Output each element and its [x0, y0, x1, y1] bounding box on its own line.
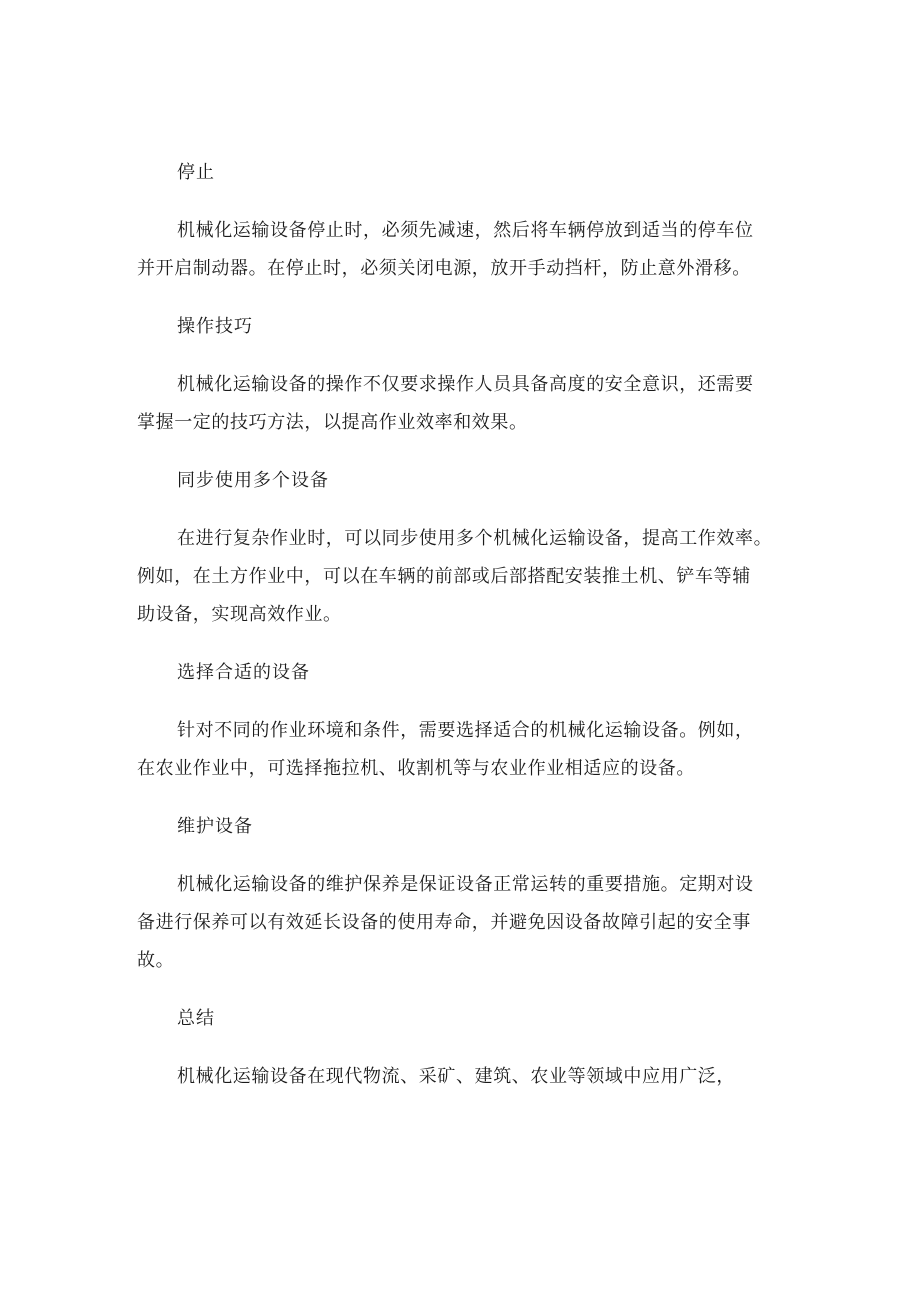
section-heading-operation-skills: 操作技巧: [177, 316, 253, 337]
paragraph-line: 掌握一定的技巧方法，以提高作业效率和效果。: [137, 412, 528, 433]
paragraph-line: 助设备，实现高效作业。: [137, 604, 342, 625]
section-heading-choose-device: 选择合适的设备: [177, 662, 310, 683]
paragraph-line: 机械化运输设备的操作不仅要求操作人员具备高度的安全意识，还需要: [177, 374, 754, 395]
paragraph-line: 机械化运输设备的维护保养是保证设备正常运转的重要措施。定期对设: [177, 874, 754, 895]
section-paragraph-choose-device: [137, 712, 797, 788]
paragraph-line: 机械化运输设备在现代物流、采矿、建筑、农业等领域中应用广泛，: [177, 1066, 735, 1087]
section-heading-maintenance: 维护设备: [177, 816, 253, 837]
paragraph-line: 机械化运输设备停止时，必须先减速，然后将车辆停放到适当的停车位: [177, 220, 754, 241]
document-body: [137, 154, 797, 1116]
section-heading-stop: 停止: [177, 162, 215, 183]
paragraph-line: 在农业作业中，可选择拖拉机、收割机等与农业作业相适应的设备。: [137, 758, 695, 779]
section-paragraph-maintenance: [137, 866, 797, 980]
section-paragraph-stop: [137, 212, 797, 288]
section-heading-multiple-devices: 同步使用多个设备: [177, 470, 329, 491]
section-paragraph-multiple-devices: [137, 520, 797, 634]
paragraph-line: 针对不同的作业环境和条件，需要选择适合的机械化运输设备。例如，: [177, 720, 754, 741]
section-paragraph-operation-skills: [137, 366, 797, 442]
section-heading-summary: 总结: [177, 1008, 215, 1029]
paragraph-line: 故。: [137, 950, 175, 971]
section-paragraph-summary: [137, 1058, 797, 1096]
paragraph-line: 例如，在土方作业中，可以在车辆的前部或后部搭配安装推土机、铲车等辅: [137, 566, 751, 587]
paragraph-line: 在进行复杂作业时，可以同步使用多个机械化运输设备，提高工作效率。: [177, 528, 773, 549]
paragraph-line: 备进行保养可以有效延长设备的使用寿命，并避免因设备故障引起的安全事: [137, 912, 751, 933]
paragraph-line: 并开启制动器。在停止时，必须关闭电源，放开手动挡杆，防止意外滑移。: [137, 258, 751, 279]
